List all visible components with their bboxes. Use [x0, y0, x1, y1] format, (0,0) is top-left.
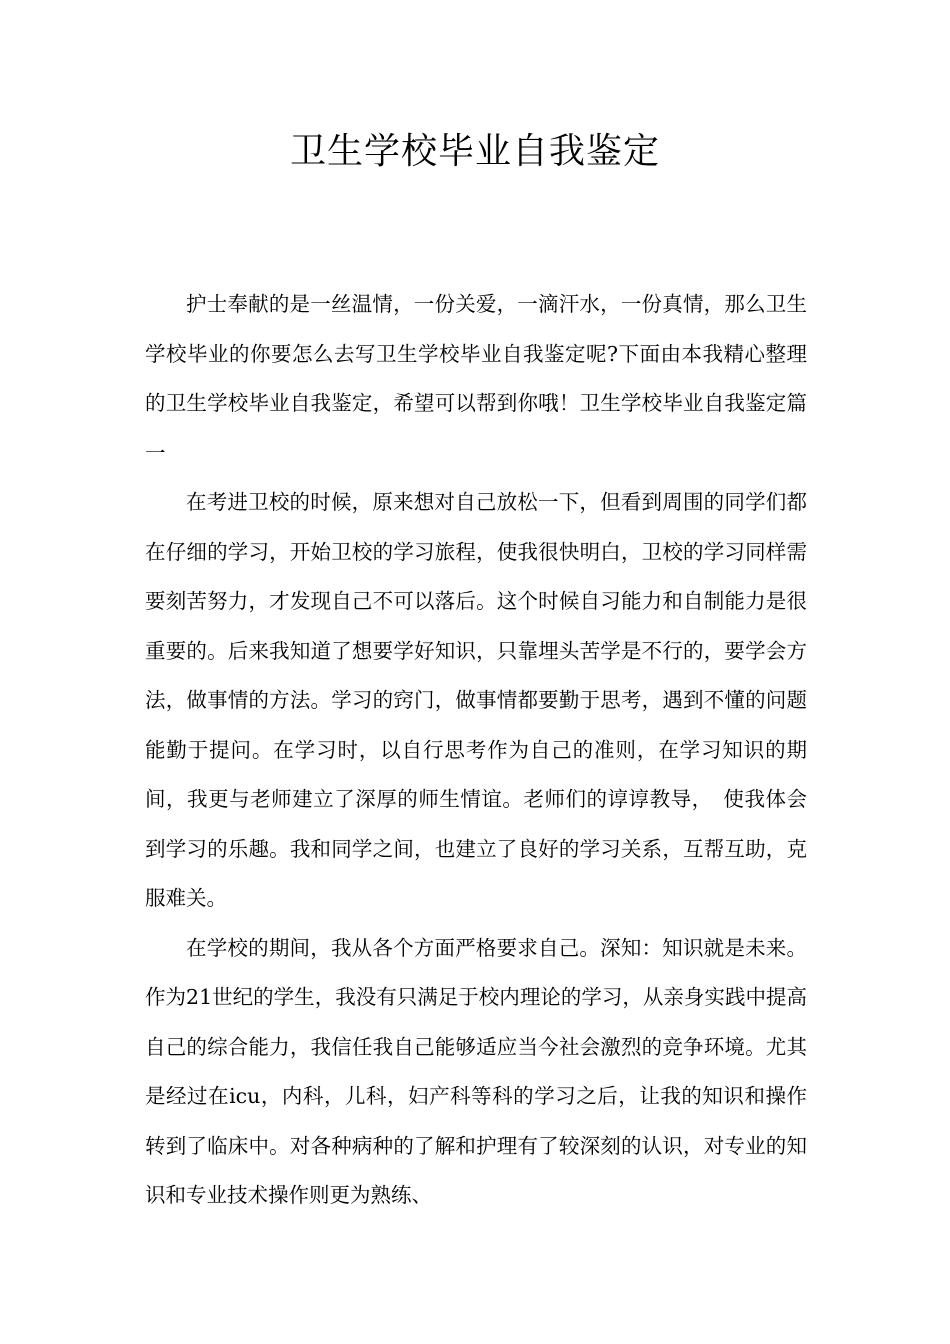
- paragraph-study: 在考进卫校的时候，原来想对自己放松一下，但看到周围的同学们都在仔细的学习，开始卫校的学习旅程，使我很快明白，卫校的学习同样需要刻苦努力，才发现自己不可以落后。这个时候自习能力和自制能力是很重要的。后来我知道了想要学好知识，只靠埋头苦学是不行的，要学会方法，做事情的方法。学习的窍门，做事情都要勤于思考，遇到不懂的问题能勤于提问。在学习时，以自行思考作为自己的准则，在学习知识的期间，我更与老师建立了深厚的师生情谊。老师们的谆谆教导， 使我体会到学习的乐趣。我和同学之间，也建立了良好的学习关系，互帮互助，克服难关。: [145, 490, 807, 910]
- paragraph-intro: 护士奉献的是一丝温情，一份关爱，一滴汗水，一份真情，那么卫生学校毕业的你要怎么去写卫生学校毕业自我鉴定呢?下面由本我精心整理的卫生学校毕业自我鉴定，希望可以帮到你哦！卫生学校毕业自我鉴定篇一: [145, 292, 807, 465]
- document-title: 卫生学校毕业自我鉴定: [289, 131, 660, 172]
- document-body: [145, 280, 807, 1221]
- paragraph-practice: 在学校的期间，我从各个方面严格要求自己。深知：知识就是未来。作为21世纪的学生，我没有只满足于校内理论的学习，从亲身实践中提高自己的综合能力，我信任我自己能够适应当今社会激烈的竞争环境。尤其是经过在icu，内科，儿科，妇产科等科的学习之后，让我的知识和操作转到了临床中。对各种病种的了解和护理有了较深刻的认识，对专业的知识和专业技术操作则更为熟练、: [145, 935, 807, 1207]
